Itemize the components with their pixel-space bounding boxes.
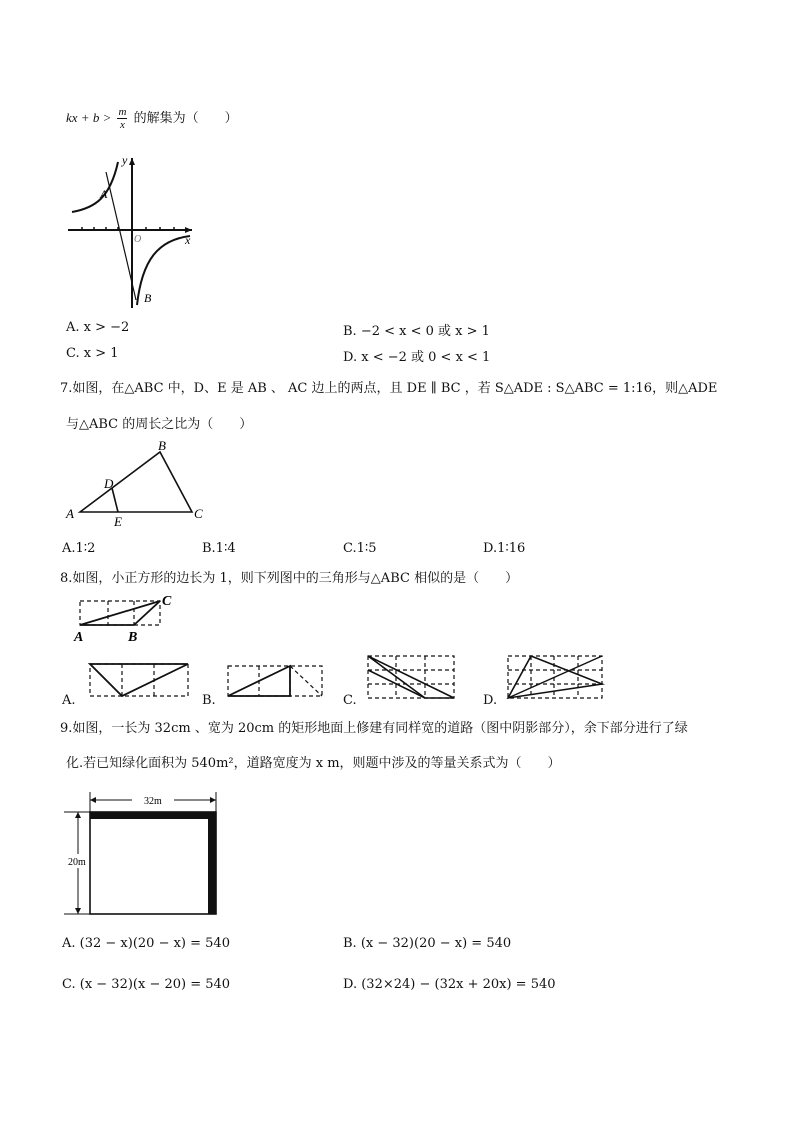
q7-vertex-b-label: B bbox=[158, 438, 166, 453]
q8-option-b-figure[interactable] bbox=[226, 662, 326, 700]
q8-option-d-figure[interactable] bbox=[506, 654, 606, 702]
q9-stem-line1: 9.如图，一长为 32cm 、宽为 20cm 的矩形地面上修建有同样宽的道路（图中阴影部分），余下部分进行了绿 bbox=[60, 721, 688, 736]
q9-rectangle-figure bbox=[62, 790, 222, 920]
q7-stem-line1: 7.如图，在△ABC 中，D、E 是 AB 、 AC 边上的两点，且 DE ∥ BC ，若 S△ADE : S△ABC = 1:16，则△ADE bbox=[60, 381, 718, 396]
q8-vertex-c-label: C bbox=[162, 594, 172, 609]
q6-stem bbox=[66, 106, 238, 131]
q7-triangle-figure bbox=[62, 440, 212, 530]
q6-graph-x-label: x bbox=[185, 233, 191, 247]
q6-option-a[interactable]: A. x > −2 bbox=[66, 320, 130, 335]
q8-stem: 8.如图，小正方形的边长为 1，则下列图中的三角形与△ABC 相似的是（ ） bbox=[60, 571, 519, 586]
q7-point-d-label: D bbox=[104, 476, 114, 491]
q7-option-b[interactable]: B.1∶4 bbox=[202, 541, 236, 556]
q7-stem-line2: 与△ABC 的周长之比为（ ） bbox=[66, 417, 253, 432]
q9-width-label: 32m bbox=[144, 796, 162, 807]
q6-graph-origin-label: O bbox=[134, 234, 142, 245]
q9-option-c[interactable]: C. (x − 32)(x − 20) = 540 bbox=[62, 977, 231, 992]
q6-fraction bbox=[117, 106, 127, 131]
q6-fraction-denominator: x bbox=[120, 119, 125, 131]
q8-option-c-figure[interactable] bbox=[366, 654, 458, 702]
q9-height-label: 20m bbox=[68, 857, 86, 868]
q9-horizontal-road bbox=[90, 812, 216, 819]
q9-option-d[interactable]: D. (32×24) − (32x + 20x) = 540 bbox=[343, 977, 556, 992]
q6-fraction-numerator: m bbox=[118, 106, 127, 118]
q6-graph-y-label: y bbox=[122, 153, 128, 167]
q6-stem-prefix: kx + b > bbox=[66, 110, 112, 125]
q8-option-b-label[interactable]: B. bbox=[202, 693, 216, 708]
q8-vertex-a-label: A bbox=[74, 630, 84, 645]
q6-graph-point-a-label: A bbox=[100, 187, 108, 201]
q7-option-d[interactable]: D.1∶16 bbox=[483, 541, 526, 556]
q9-vertical-road bbox=[208, 812, 216, 914]
q7-option-a[interactable]: A.1∶2 bbox=[62, 541, 96, 556]
q7-vertex-a-label: A bbox=[66, 506, 74, 521]
q8-option-a-figure[interactable] bbox=[88, 660, 193, 700]
q9-option-a[interactable]: A. (32 − x)(20 − x) = 540 bbox=[62, 936, 230, 951]
q7-vertex-c-label: C bbox=[194, 506, 203, 521]
q8-reference-figure bbox=[70, 595, 185, 645]
q6-option-b[interactable]: B. −2 < x < 0 或 x > 1 bbox=[343, 324, 490, 339]
q6-option-d[interactable]: D. x < −2 或 0 < x < 1 bbox=[343, 350, 491, 365]
q8-vertex-b-label: B bbox=[128, 630, 138, 645]
q7-point-e-label: E bbox=[114, 514, 122, 529]
q6-option-c[interactable]: C. x > 1 bbox=[66, 346, 119, 361]
q8-option-d-label[interactable]: D. bbox=[483, 693, 498, 708]
q9-option-b[interactable]: B. (x − 32)(20 − x) = 540 bbox=[343, 936, 512, 951]
q7-option-c[interactable]: C.1∶5 bbox=[343, 541, 377, 556]
q6-graph-point-b-label: B bbox=[144, 291, 152, 305]
q9-stem-line2: 化.若已知绿化面积为 540m²，道路宽度为 x m，则题中涉及的等量关系式为（ ） bbox=[66, 756, 561, 771]
q8-option-c-label[interactable]: C. bbox=[343, 693, 357, 708]
q6-stem-suffix: 的解集为（ ） bbox=[133, 111, 238, 126]
q8-option-a-label[interactable]: A. bbox=[62, 693, 76, 708]
q6-graph bbox=[60, 150, 200, 315]
